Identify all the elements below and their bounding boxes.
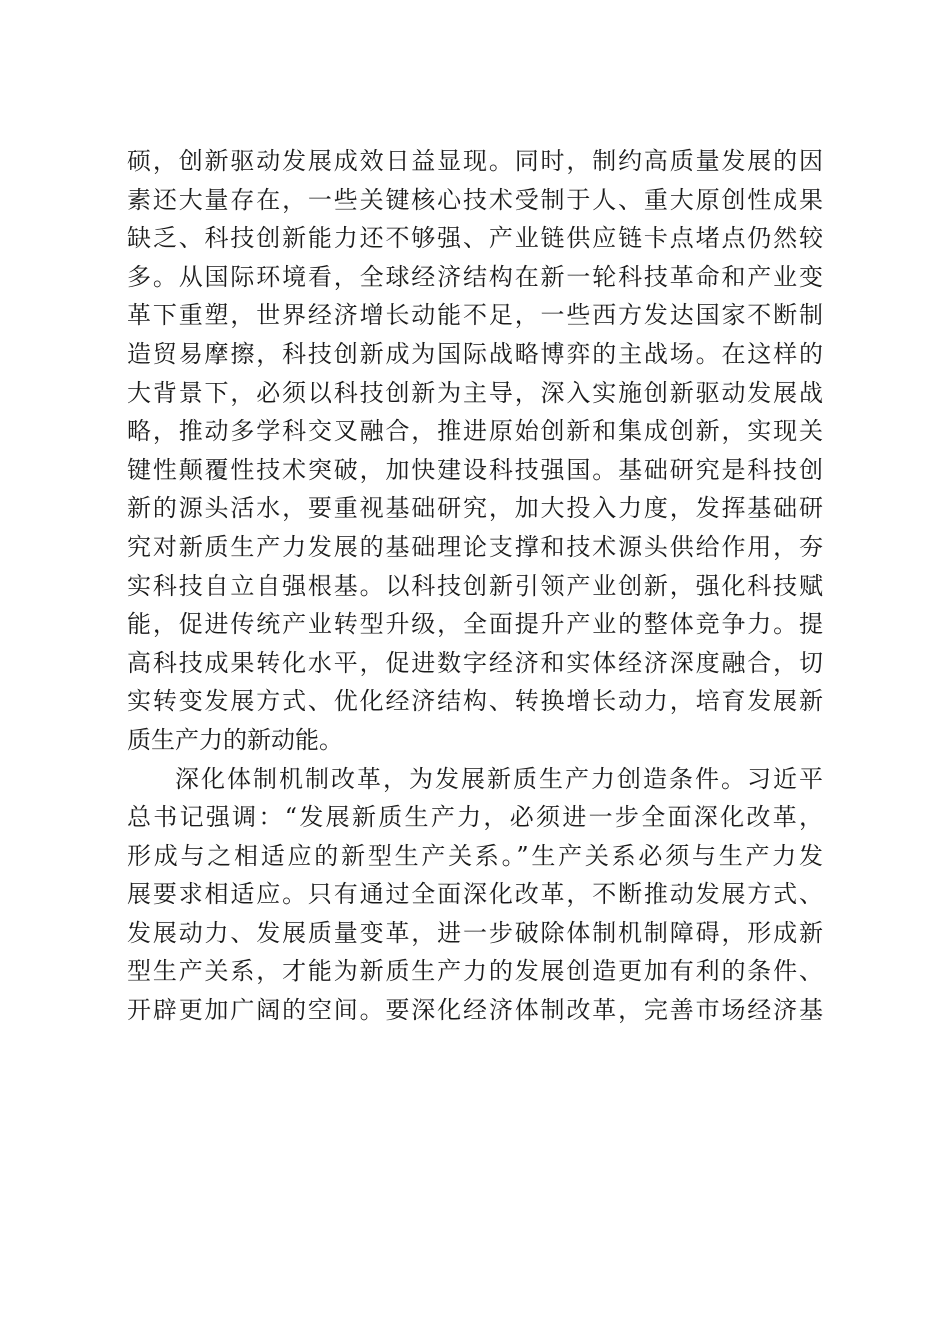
text-line: 究对新质生产力发展的基础理论支撑和技术源头供给作用，夯 [127, 532, 823, 561]
text-line: 质生产力的新动能。 [127, 725, 343, 754]
text-line: 键性颠覆性技术突破，加快建设科技强国。基础研究是科技创 [127, 455, 823, 484]
text-line: 新的源头活水，要重视基础研究，加大投入力度，发挥基础研 [127, 494, 823, 523]
text-line: 深化体制机制改革，为发展新质生产力创造条件。习近平 [175, 764, 823, 793]
text-line: 革下重塑，世界经济增长动能不足，一些西方发达国家不断制 [127, 301, 823, 330]
text-line: 能，促进传统产业转型升级，全面提升产业的整体竞争力。提 [127, 610, 823, 639]
text-line: 素还大量存在，一些关键核心技术受制于人、重大原创性成果 [127, 185, 823, 214]
text-line: 大背景下，必须以科技创新为主导，深入实施创新驱动发展战 [127, 378, 823, 407]
text-line: 实转变发展方式、优化经济结构、转换增长动力，培育发展新 [127, 687, 823, 716]
document-body [127, 142, 823, 1030]
text-line: 总书记强调：“发展新质生产力，必须进一步全面深化改革， [127, 803, 823, 832]
text-line: 开辟更加广阔的空间。要深化经济体制改革，完善市场经济基 [127, 996, 823, 1025]
text-line: 造贸易摩擦，科技创新成为国际战略博弈的主战场。在这样的 [127, 339, 823, 368]
paragraph-2 [127, 760, 823, 1030]
text-line: 高科技成果转化水平，促进数字经济和实体经济深度融合，切 [127, 648, 823, 677]
text-line: 缺乏、科技创新能力还不够强、产业链供应链卡点堵点仍然较 [127, 224, 823, 253]
text-line: 形成与之相适应的新型生产关系。”生产关系必须与生产力发 [127, 841, 823, 870]
text-line: 实科技自立自强根基。以科技创新引领产业创新，强化科技赋 [127, 571, 823, 600]
text-line: 展要求相适应。只有通过全面深化改革，不断推动发展方式、 [127, 880, 823, 909]
text-line: 多。从国际环境看，全球经济结构在新一轮科技革命和产业变 [127, 262, 823, 291]
paragraph-1 [127, 142, 823, 760]
text-line: 发展动力、发展质量变革，进一步破除体制机制障碍，形成新 [127, 918, 823, 947]
text-line: 略，推动多学科交叉融合，推进原始创新和集成创新，实现关 [127, 417, 823, 446]
text-line: 型生产关系，才能为新质生产力的发展创造更加有利的条件、 [127, 957, 823, 986]
text-line: 硕，创新驱动发展成效日益显现。同时，制约高质量发展的因 [127, 147, 823, 175]
